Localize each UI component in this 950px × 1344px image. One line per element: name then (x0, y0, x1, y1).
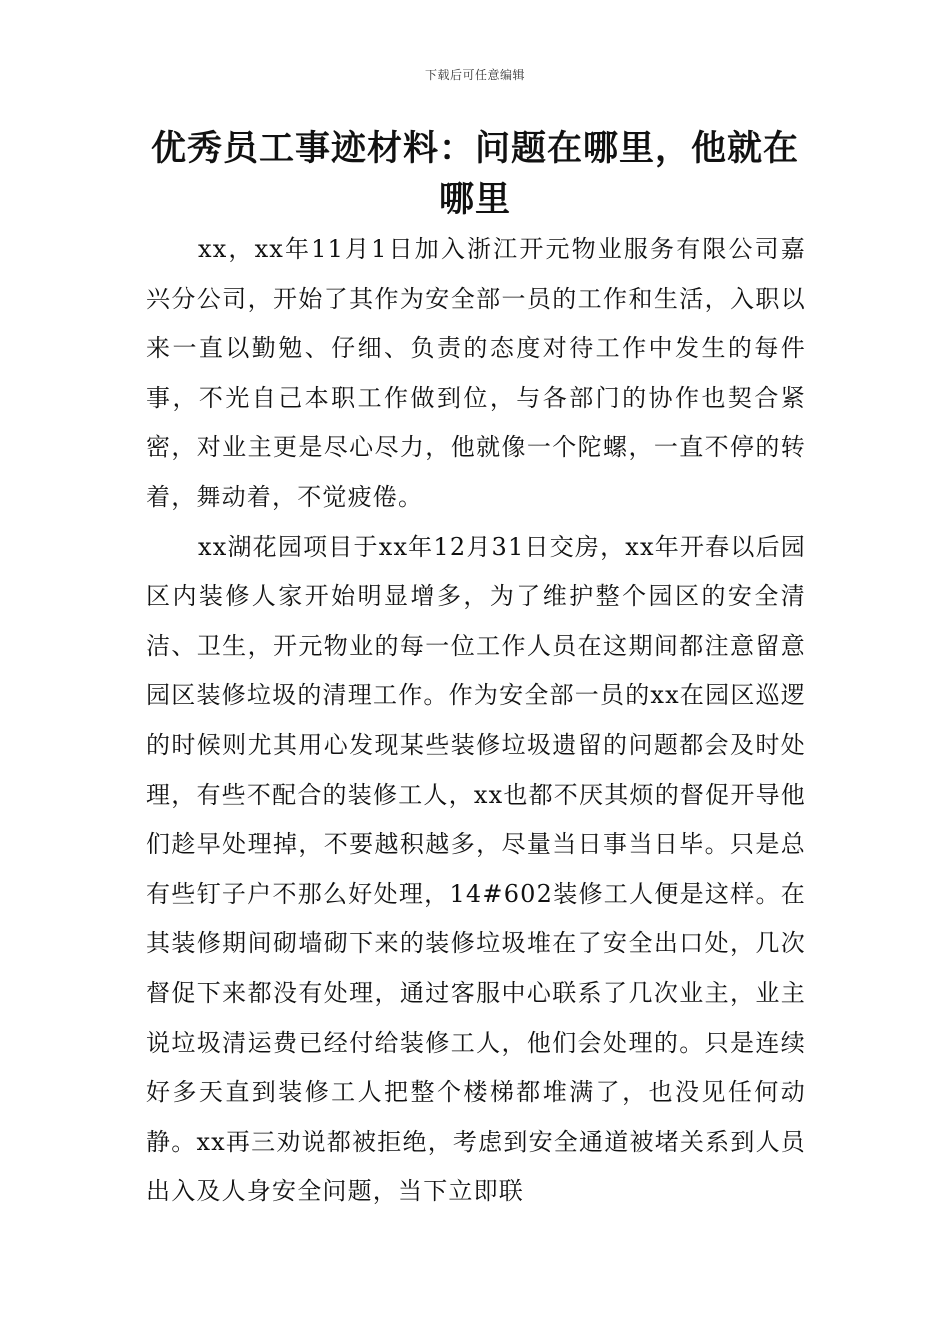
paragraph-1: xx，xx年11月1日加入浙江开元物业服务有限公司嘉兴分公司，开始了其作为安全部一员的工作和生活，入职以来一直以勤勉、仔细、负责的态度对待工作中发生的每件事，不光自己本职工作做到位，与各部门的协作也契合紧密，对业主更是尽心尽力，他就像一个陀螺，一直不停的转着，舞动着，不觉疲倦。 (146, 235, 806, 511)
header-note: 下载后可任意编辑 (424, 68, 525, 82)
paragraph-2: xx湖花园项目于xx年12月31日交房，xx年开春以后园区内装修人家开始明显增多，为了维护整个园区的安全清洁、卫生，开元物业的每一位工作人员在这期间都注意留意园区装修垃圾的清理工作。作为安全部一员的xx在园区巡逻的时候则尤其用心发现某些装修垃圾遗留的问题都会及时处理，有些不配合的装修工人，xx也都不厌其烦的督促开导他们趁早处理掉，不要越积越多，尽量当日事当日毕。只是总有些钉子户不那么好处理，14#602装修工人便是这样。在其装修期间砌墙砌下来的装修垃圾堆在了安全出口处，几次督促下来都没有处理，通过客服中心联系了几次业主，业主说垃圾清运费已经付给装修工人，他们会处理的。只是连续好多天直到装修工人把整个楼梯都堆满了，也没见任何动静。xx再三劝说都被拒绝，考虑到安全通道被堵关系到人员出入及人身安全问题，当下立即联 (146, 532, 806, 1206)
document-title: 优秀员工事迹材料：问题在哪里，他就在哪里 (150, 129, 799, 220)
document-body (146, 225, 806, 1217)
